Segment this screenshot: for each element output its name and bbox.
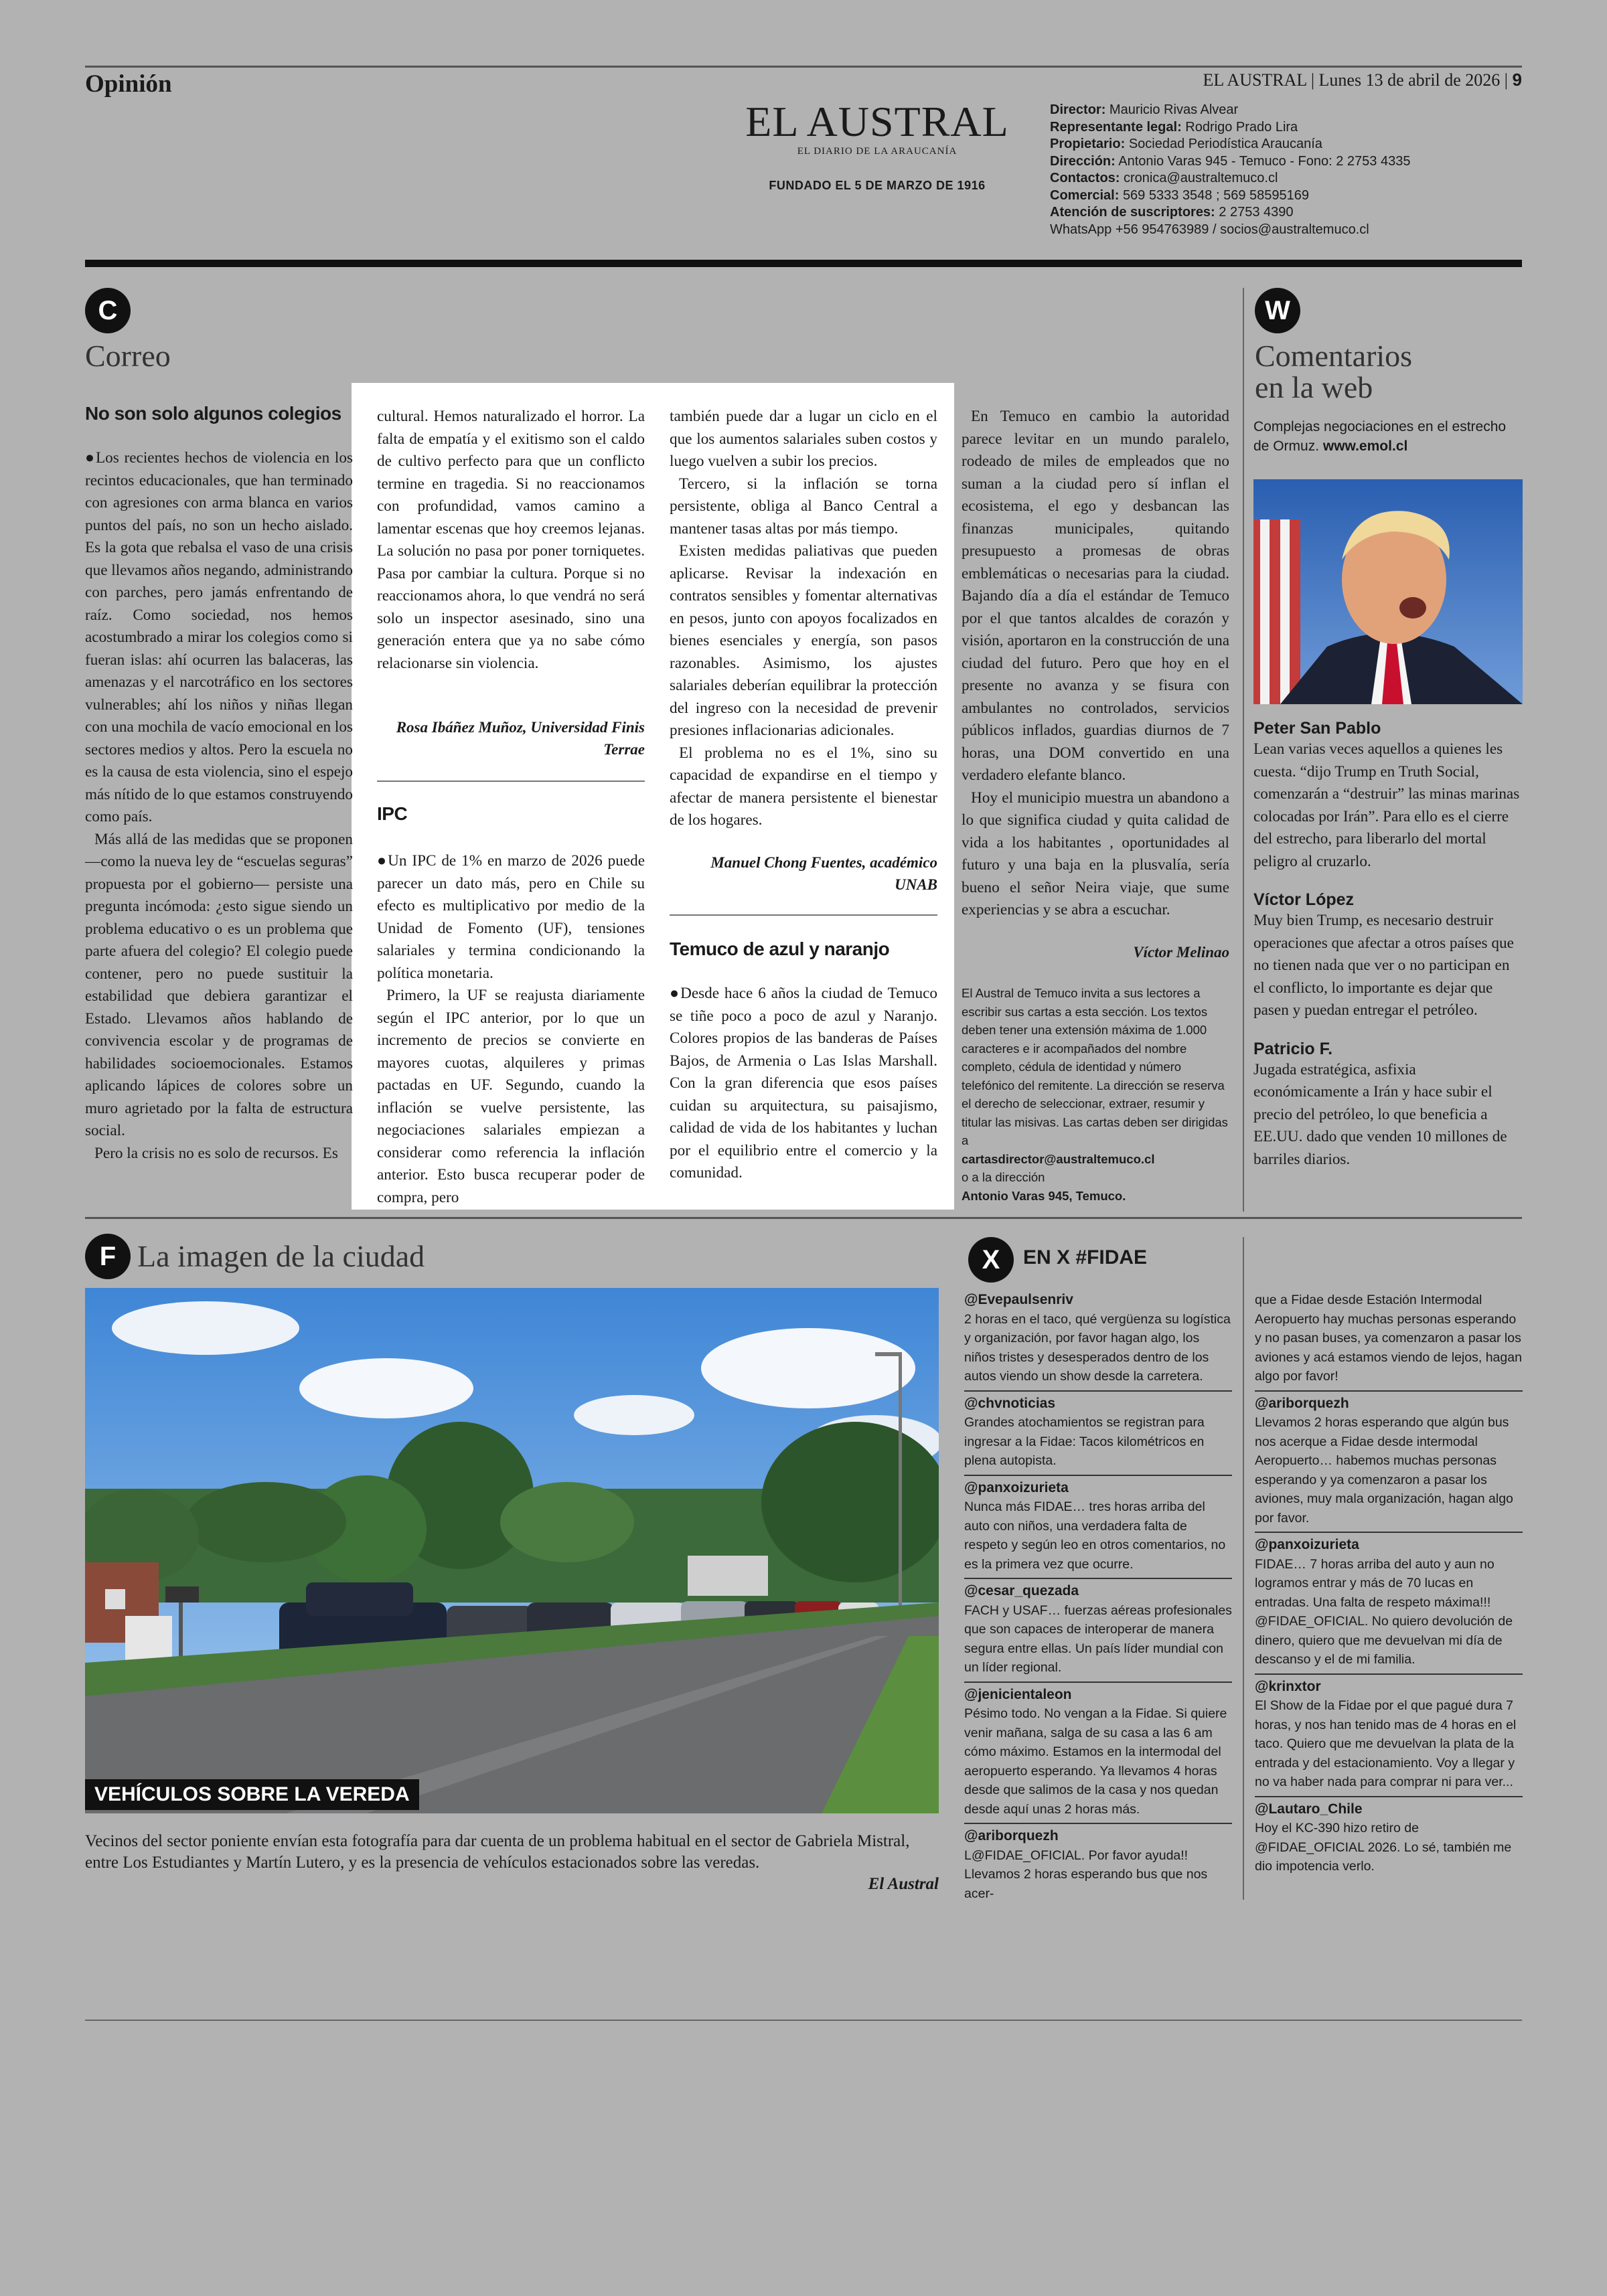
web-title [1255, 340, 1412, 403]
staff-line: Comercial: 569 5333 3548 ; 569 58595169 [1050, 187, 1309, 203]
staff-line: Propietario: Sociedad Periodística Araucanía [1050, 137, 1322, 151]
comment-author: Peter San Pablo [1253, 719, 1381, 738]
divider [1255, 1796, 1523, 1797]
divider [1255, 1673, 1523, 1675]
section-rule [85, 1217, 1522, 1219]
tweet-handle[interactable]: @jenicientaleon [964, 1686, 1072, 1702]
tweet-handle[interactable]: @chvnoticias [964, 1395, 1056, 1411]
letter1-col2 [377, 406, 645, 675]
tweet-handle[interactable]: @ariborquezh [1255, 1395, 1349, 1411]
fidae-title: EN X #FIDAE [1023, 1246, 1148, 1268]
tweet-handle[interactable]: @cesar_quezada [964, 1583, 1079, 1598]
ciudad-title: La imagen de la ciudad [137, 1239, 425, 1273]
speaker-photo [1253, 479, 1523, 704]
tweet-text: 2 horas en el taco, qué vergüenza su logística y organización, por favor hagan algo, los niños tristes y desesperados dentro de los autos viendo un show desde la carretera. [964, 1311, 1231, 1384]
tweet-text: El Show de la Fidae por el que pagué dura 7 horas, y nos han tenido mas de 4 horas en el taco. Quiero que me devuelvan la plata de la entrada y del estacionamiento. Voy a llegar y no va haber nada para comprar ni para ver... [1255, 1698, 1517, 1789]
comment-text: Jugada estratégica, asfixia económicamente a Irán y hace subir el precio del petróleo, lo que beneficia a EE.UU. dado que venden 10 millones de barriles diarios. [1253, 1060, 1507, 1168]
tweet-handle[interactable]: @Lautaro_Chile [1255, 1801, 1363, 1817]
dateline [1203, 70, 1522, 90]
tweet-text: que a Fidae desde Estación Intermodal Aeropuerto hay muchas personas esperando y no pasan buses, ya comenzaron a pasar los aviones y acá estamos viendo de lejos, hagan algo por favor! [1255, 1293, 1522, 1384]
divider [964, 1578, 1232, 1579]
divider [1255, 1390, 1523, 1392]
staff-line: WhatsApp +56 954763989 / socios@australtemuco.cl [1050, 222, 1369, 237]
divider [377, 781, 645, 782]
divider [670, 914, 937, 916]
staff-line: Dirección: Antonio Varas 945 - Temuco - Fono: 2 2753 4335 [1050, 153, 1411, 169]
divider [964, 1475, 1232, 1476]
tweet-text: FIDAE… 7 horas arriba del auto y aun no logramos entrar y más de 70 lucas en entradas. Una falta de respeto máxima!!! @FIDAE_OFICIAL. No quiero devolución de dinero, quiero que me devuelvan mi día de descanso y el de mi familia. [1255, 1556, 1513, 1667]
newspaper-logo: EL AUSTRAL [745, 98, 1009, 145]
divider [964, 1823, 1232, 1824]
dateline-text: EL AUSTRAL | Lunes 13 de abril de 2026 | [1203, 70, 1509, 90]
divider [1255, 1532, 1523, 1533]
tweet-text: Llevamos 2 horas esperando que algún bus nos acerque a Fidae desde intermodal Aeropuerto… habemos muchas personas esperando y ya comenzaron a pasar los aviones, muy mala organización, hagan algo por favor. [1255, 1415, 1513, 1526]
tweet-text: Pésimo todo. No vengan a la Fidae. Si quiere venir mañana, salga de su casa a las 6 am cómo máximo. Estamos en la intermodal del aeropuerto esperando. Ya llevamos 4 horas desde que salimos de la casa y nos quedan desde aquí unas 2 horas más. [964, 1706, 1227, 1817]
city-photo-drawing [85, 1288, 939, 1813]
notice-address: Antonio Varas 945, Temuco. [962, 1188, 1126, 1203]
paragraph: El problema no es el 1%, sino su capacidad de expandirse en el tiempo y afectar de manera persistente el bienestar de los hogares. [670, 744, 937, 829]
tweet-handle[interactable]: @panxoizurieta [964, 1479, 1069, 1495]
paragraph: Hoy el municipio muestra un abandono a lo que significa ciudad y quita calidad de vida a los habitantes , oportunidades al futuro y una baja en la plusvalía, sería bueno el señor Neira viaje, que sume experiencias y se abra a escuchar. [962, 789, 1229, 918]
tweet-text: Hoy el KC-390 hizo retiro de @FIDAE_OFICIAL 2026. Lo sé, también me dio impotencia verlo. [1255, 1821, 1512, 1874]
staff-line: Representante legal: Rodrigo Prado Lira [1050, 119, 1298, 135]
letter1-col1 [85, 447, 353, 1165]
letter2-signature: Manuel Chong Fuentes, académico UNAB [710, 854, 937, 893]
letter1-title: No son solo algunos colegios [85, 403, 341, 424]
tweet-handle[interactable]: @panxoizurieta [1255, 1537, 1359, 1552]
correo-badge-icon: C [85, 288, 131, 333]
web-subtitle [1253, 417, 1521, 456]
divider [964, 1682, 1232, 1683]
staff-line: Director: Mauricio Rivas Alvear [1050, 102, 1239, 117]
tweet-handle[interactable]: @Evepaulsenriv [964, 1292, 1073, 1307]
founded-line: FUNDADO EL 5 DE MARZO DE 1916 [769, 179, 986, 192]
photo-label: VEHÍCULOS SOBRE LA VEREDA [85, 1779, 419, 1810]
paragraph: Tercero, si la inflación se torna persistente, obliga al Banco Central a mantener tasas altas por más tiempo. [670, 475, 937, 538]
column-divider [1243, 288, 1244, 1212]
staff-line: Contactos: cronica@australtemuco.cl [1050, 171, 1278, 185]
bottom-rule [85, 2020, 1522, 2021]
paragraph: Primero, la UF se reajusta diariamente según el IPC anterior, por lo que un incremento de precios se convierte en mayores cuotas, alquileres y primas pactadas en UF. Segundo, cuando la inflación se vuelve persistente, las negociaciones salariales empiezan a considerar como referencia la inflación anterior. Esto busca recuperar poder de compra, pero [377, 987, 645, 1206]
paragraph: En Temuco en cambio la autoridad parece levitar en un mundo paralelo, rodeado de miles de empleados que no suman a la ciudad pero sí inflan el ecosistema, el ego y desbancan las finanzas municipales, quitando presupuesto a promesas de obras emblemáticas o necesarias para la ciudad. Bajando día a día el estándar de Temuco por el que tantos alcaldes de corazón y visión, aportaron en la construcción de una ciudad del futuro. Pero que hoy en el presente no avanza y se fisura con ambulantes no controlados, servicios públicos inflados, guardias diurnos de 7 horas, una DOM convertido en una verdadero elefante blanco. [962, 408, 1229, 784]
tweet-handle[interactable]: @krinxtor [1255, 1678, 1321, 1694]
letters-notice [962, 984, 1229, 1205]
notice-or: o a la dirección [962, 1170, 1045, 1184]
section-label: Opinión [85, 70, 172, 98]
comment-text: Lean varias veces aquellos a quienes les cuesta. “dijo Trump en Truth Social, comenzarán a “destruir” las minas marinas colocadas por Irán”. Para ello es el cierre del estrecho, para liberarlo del mortal peligro al cruzarlo. [1253, 740, 1520, 870]
letter3-title: Temuco de azul y naranjo [670, 938, 890, 959]
notice-text: El Austral de Temuco invita a sus lectores a escribir sus cartas a esta sección. Los textos deben tener una extensión máxima de 1.000 caracteres e ir acompañados del nombre completo, cédula de identidad y número telefónico del remitente. La dirección se reserva el derecho de seleccionar, extraer, resumir y titular las misivas. Las cartas deben ser dirigidas a [962, 986, 1228, 1147]
letter2-title: IPC [377, 803, 408, 824]
tweet-text: Nunca más FIDAE… tres horas arriba del auto con niños, una verdadera falta de respeto y según leo en otros comentarios, no es la primera vez que ocurre. [964, 1499, 1226, 1572]
web-title-line: en la web [1255, 370, 1373, 404]
web-comments [1253, 719, 1523, 1171]
speaker-photo-drawing [1253, 479, 1523, 704]
ciudad-badge-icon: F [85, 1234, 131, 1279]
letter3-signature: Víctor Melinao [1133, 944, 1229, 961]
letter3-col4 [962, 406, 1229, 922]
logo-tagline: EL DIARIO DE LA ARAUCANÍA [797, 146, 958, 157]
web-site-link[interactable]: www.emol.cl [1322, 438, 1408, 454]
letter2-col3 [670, 406, 937, 832]
photo-caption [85, 1831, 939, 1895]
x-logo-icon: X [968, 1237, 1014, 1283]
caption-text: Vecinos del sector poniente envían esta fotografía para dar cuenta de un problema habitual en el sector de Gabriela Mistral, entre Los Estudiantes y Martín Lutero, y es la presencia de vehículos estacionados sobre las veredas. [85, 1832, 910, 1872]
web-subtitle-text: Complejas negociaciones en el estrecho de Ormuz. [1253, 419, 1507, 454]
tweet-text: L@FIDAE_OFICIAL. Por favor ayuda!! Llevamos 2 horas esperando bus que nos acer- [964, 1848, 1208, 1901]
header-bar [85, 260, 1522, 267]
paragraph: ●Desde hace 6 años la ciudad de Temuco se tiñe poco a poco de azul y Naranjo. Colores propios de las banderas de Países Bajos, de Armenia o Las Islas Marshall. Con la gran diferencia que esos países cuidan su arquitectura, su paisajismo, calidad de vida de los habitantes y luchan por el equilibrio entre el comercio y la comunidad. [670, 985, 937, 1181]
web-badge-icon: W [1255, 288, 1300, 333]
paragraph: ●Un IPC de 1% en marzo de 2026 puede parecer un dato más, pero en Chile su efecto es multiplicativo por medio de la Unidad de Fomento (UF), tensiones salariales y termina condicionando la política monetaria. [377, 852, 645, 982]
tweets-col2 [1255, 1291, 1523, 1880]
tweet-text: Grandes atochamientos se registran para ingresar a la Fidae: Tacos kilométricos en plena autopista. [964, 1415, 1205, 1468]
paragraph: Pero la crisis no es solo de recursos. Es [94, 1144, 338, 1162]
letter1-signature: Rosa Ibáñez Muñoz, Universidad Finis Terrae [396, 719, 645, 758]
comment-text: Muy bien Trump, es necesario destruir operaciones que afectar a otros países que no tienen nada que ver o no participan en el conflicto, lo importante es dejar que pasen y puedan entregar el petróleo. [1253, 912, 1514, 1019]
notice-email: cartasdirector@australtemuco.cl [962, 1151, 1155, 1166]
city-photo [85, 1288, 939, 1813]
column-divider [1243, 1237, 1244, 1900]
letter2-col2 [377, 850, 645, 1209]
paragraph: también puede dar a lugar un ciclo en el que los aumentos salariales suben costos y luego vuelven a subir los precios. [670, 408, 937, 470]
correo-title: Correo [85, 339, 171, 373]
paragraph: ●Los recientes hechos de violencia en los recintos educacionales, que han terminado con agresiones con arma blanca en varios puntos del país, no son un hecho aislado. Es la gota que rebalsa el vaso de una crisis que llevamos años negando, administrando con parches, pero jamás enfrentando de raíz. Como sociedad, nos hemos acostumbrado a mirar los colegios como si fueran islas: ahí ocurren las balaceras, las amenazas y el narcotráfico en los sectores vulnerables; ahí los niños y niñas llegan con una mochila de vacío emocional en los sectores medios y altos. Pero la escuela no es la causa de esta violencia, sino el espejo más nítido de lo que estamos construyendo como país. [85, 449, 353, 825]
top-rule [85, 66, 1522, 68]
tweet-text: FACH y USAF… fuerzas aéreas profesionales que son capaces de interoperar de manera segura entre ellas. Un país líder mundial con un líder regional. [964, 1603, 1232, 1675]
paragraph: Más allá de las medidas que se proponen —como la nueva ley de “escuelas seguras” propuesta por el gobierno— persiste una pregunta incómoda: ¿esto sigue siendo un problema educativo o es un problema que parte afuera del colegio? El colegio puede contener, pero no puede sustituir la estabilidad que debiera garantizar el Estado. Llevamos años hablando de convivencia escolar y de programas de habilidades socioemocionales. Estamos aplicando lápices de colores sobre un muro agrietado por la falta de estructura social. [85, 830, 353, 1139]
comment-author: Patricio F. [1253, 1039, 1333, 1058]
comment-author: Víctor López [1253, 890, 1355, 909]
tweets-col1 [964, 1291, 1232, 1907]
paragraph: cultural. Hemos naturalizado el horror. La falta de empatía y el exitismo son el caldo de cultivo perfecto para que un conflicto termine en tragedia. Si no reaccionamos con profundidad, vamos camino a lamentar escenas que hoy creemos lejanas. La solución no pasa por poner torniquetes. Pasa por cambiar la cultura. Porque si no reaccionamos ahora, lo que vendrá no será solo un inspector asesinado, sino una generación entera que ya no sabe cómo relacionarse sin violencia. [377, 408, 645, 672]
web-title-line: Comentarios [1255, 339, 1413, 373]
tweet-handle[interactable]: @ariborquezh [964, 1828, 1059, 1843]
letter3-col3 [670, 983, 937, 1185]
staff-box [1050, 102, 1410, 238]
photo-credit: El Austral [868, 1875, 939, 1893]
paragraph: Existen medidas paliativas que pueden aplicarse. Revisar la indexación en contratos sensibles y fomentar alternativas en pesos, junto con apoyos focalizados en bienes esenciales y energía, son pasos razonables. Asimismo, los ajustes salariales deberían equilibrar la protección del ingreso con la necesidad de prevenir presiones inflacionarias adicionales. [670, 542, 937, 739]
staff-line: Atención de suscriptores: 2 2753 4390 [1050, 205, 1294, 220]
page-number: 9 [1512, 70, 1522, 90]
divider [964, 1390, 1232, 1392]
